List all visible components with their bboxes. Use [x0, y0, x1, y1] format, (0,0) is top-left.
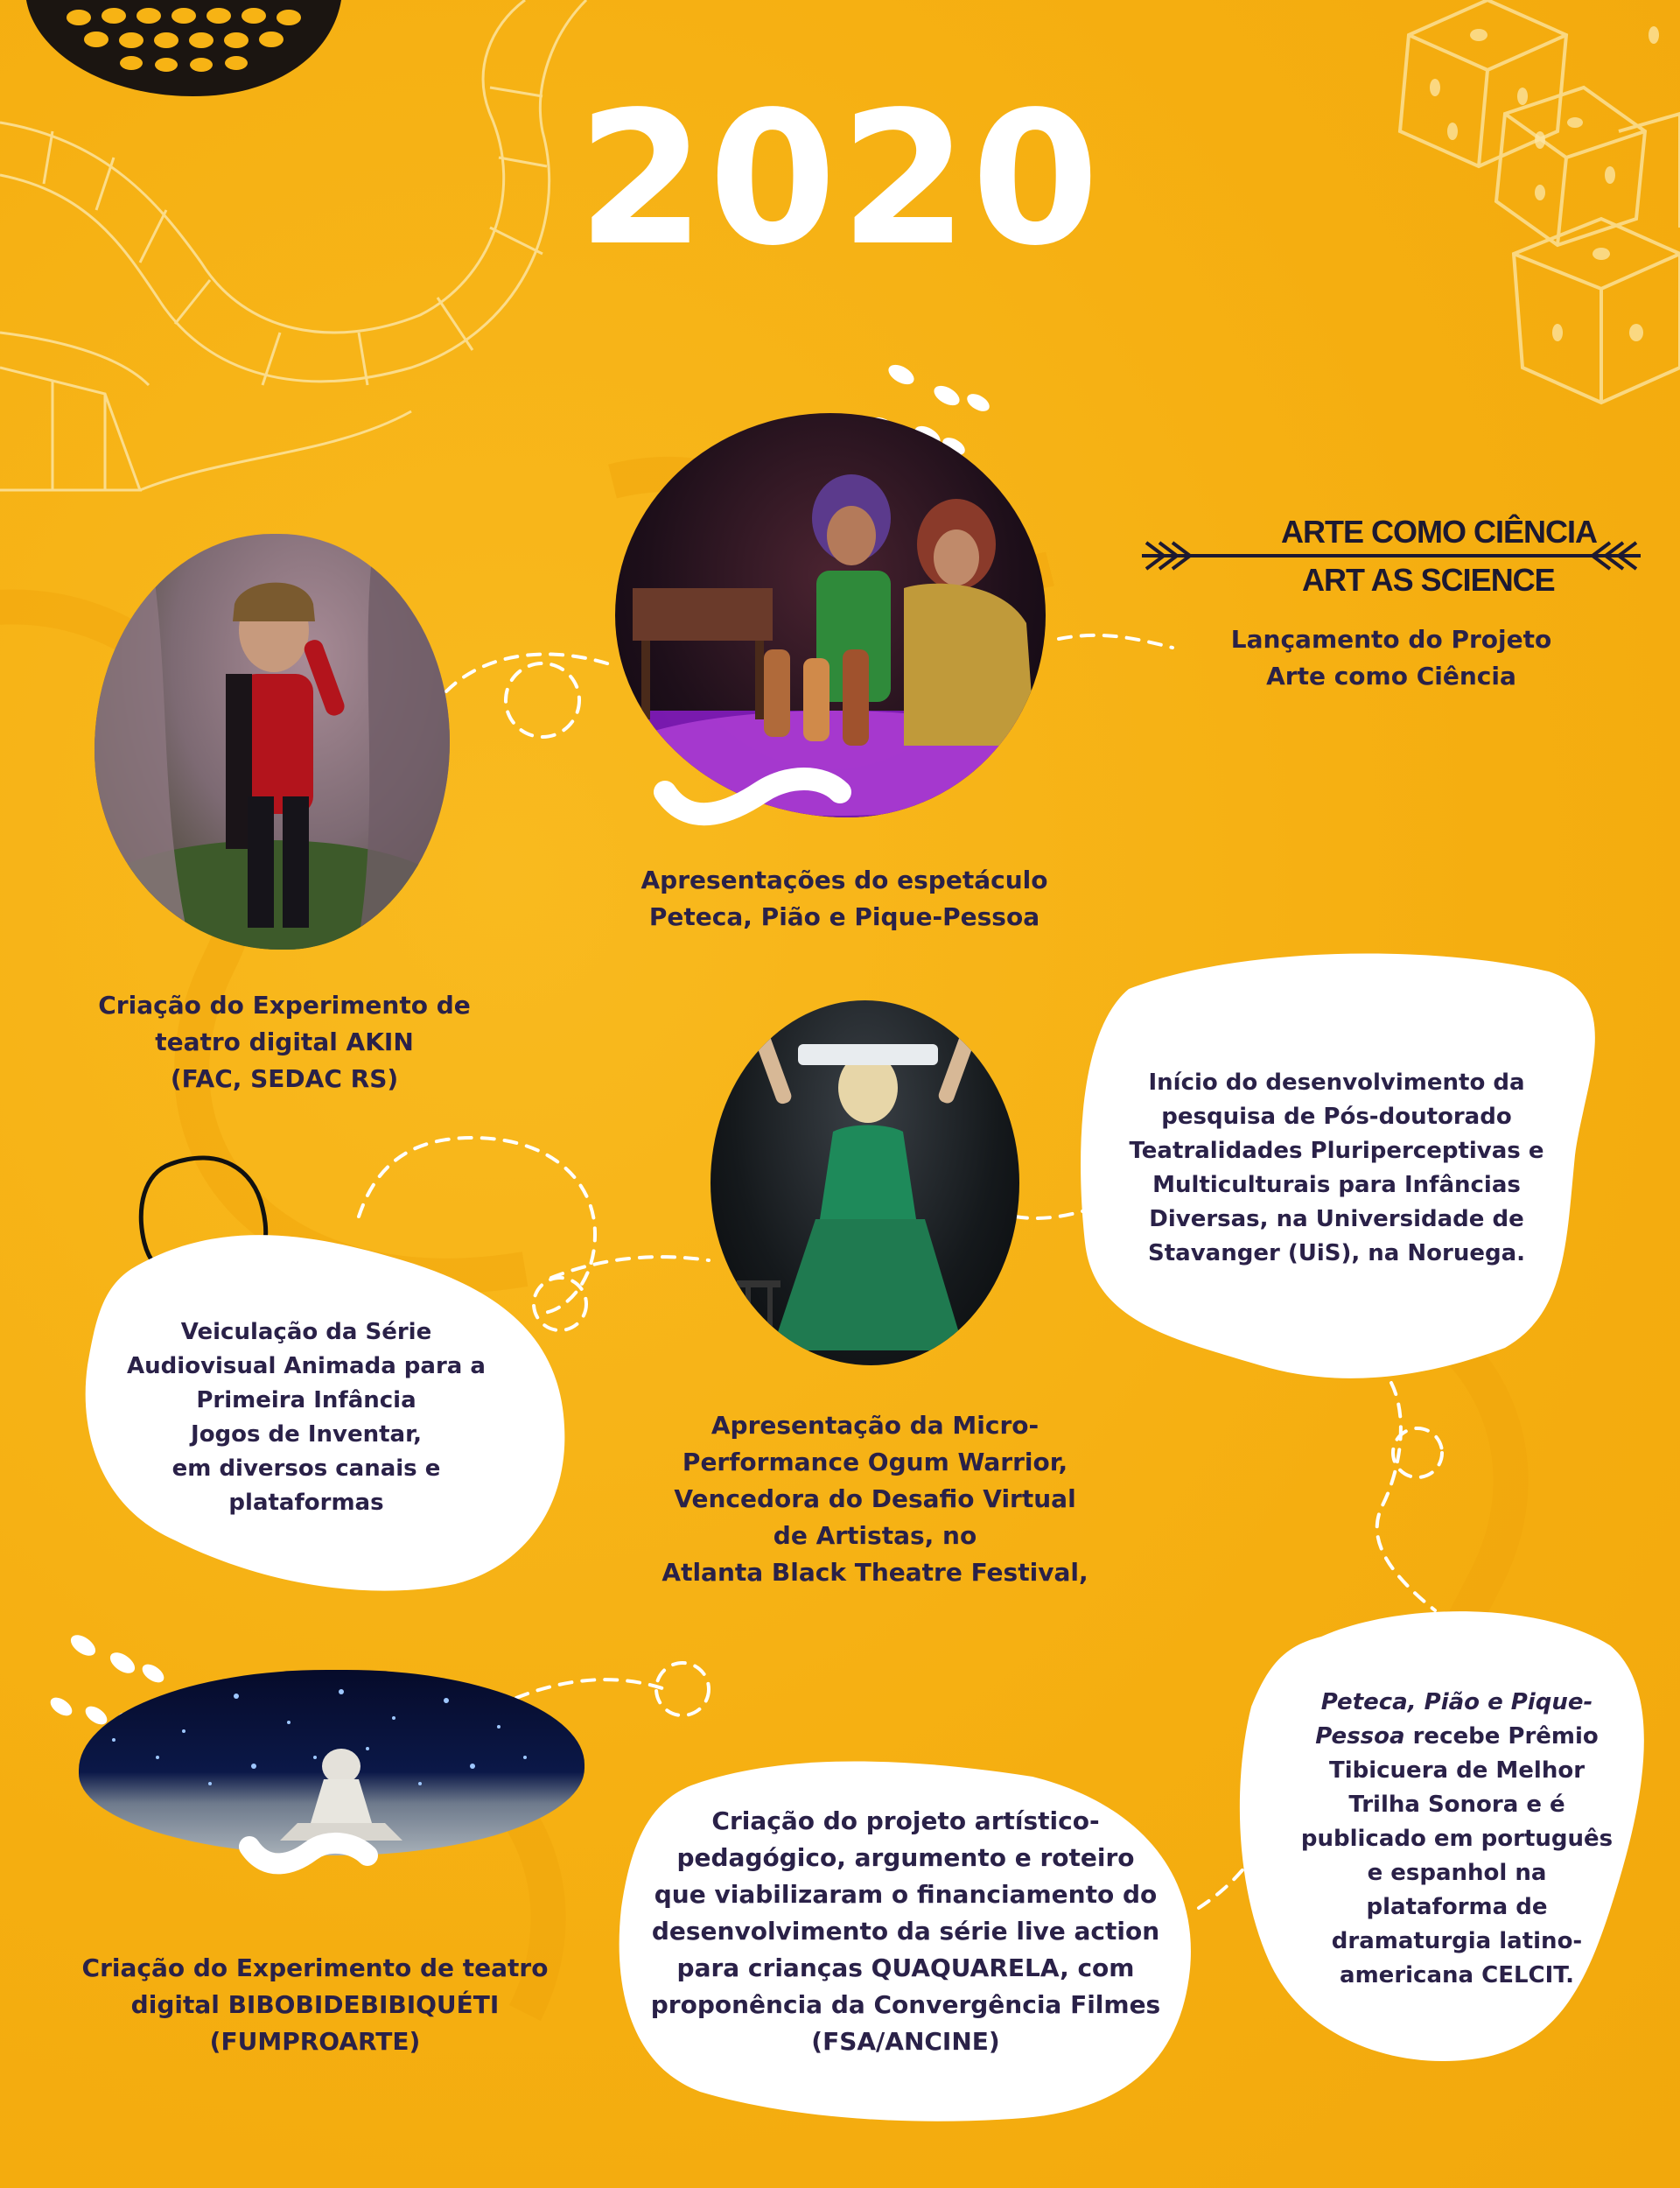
caption-line: digital BIBOBIDEBIBIQUÉTI	[130, 1990, 500, 2019]
caption-line	[1286, 1720, 1628, 1754]
caption-akin	[70, 987, 499, 1098]
caption-line: Diversas, na Universidade de	[1149, 1206, 1524, 1232]
caption-line	[1286, 1686, 1628, 1720]
caption-line: Criação do projeto artístico-	[711, 1806, 1100, 1835]
caption-line: em diversos canais e	[172, 1455, 441, 1482]
caption-peteca-premio	[1286, 1686, 1628, 1993]
caption-line: Início do desenvolvimento da	[1148, 1069, 1525, 1096]
caption-line: Tibicuera de Melhor	[1328, 1757, 1586, 1784]
caption-line: e espanhol na	[1367, 1860, 1547, 1886]
caption-pos-doutorado	[1094, 1066, 1579, 1271]
title-italic: Peteca, Pião e Pique-	[1320, 1689, 1593, 1715]
caption-line: (FAC, SEDAC RS)	[170, 1064, 399, 1093]
caption-line: pesquisa de Pós-doutorado	[1161, 1104, 1512, 1130]
caption-line: Veiculação da Série	[180, 1319, 432, 1345]
caption-line: pedagógico, argumento e roteiro	[676, 1843, 1135, 1872]
caption-line: Peteca, Pião e Pique-Pessoa	[648, 902, 1040, 931]
caption-line: (FUMPROARTE)	[209, 2027, 421, 2056]
caption-line: Trilha Sonora e é	[1348, 1792, 1565, 1818]
caption-line: proponência da Convergência Filmes	[650, 1990, 1161, 2019]
caption-line: plataformas	[228, 1490, 384, 1516]
caption-line: Teatralidades Pluriperceptivas e	[1129, 1138, 1544, 1164]
caption-quaquarela	[643, 1803, 1168, 2060]
caption-line: Criação do Experimento de	[98, 991, 471, 1020]
year-title: 2020	[577, 72, 1103, 286]
title-italic: Pessoa	[1315, 1723, 1405, 1750]
caption-line: Apresentação da Micro-	[710, 1411, 1040, 1440]
caption-ogum-warrior	[648, 1407, 1102, 1591]
caption-line: Criação do Experimento de teatro	[81, 1953, 549, 1982]
caption-line: (FSA/ANCINE)	[811, 2027, 1000, 2056]
caption-line: plataforma de	[1366, 1894, 1548, 1920]
caption-line: Arte como Ciência	[1266, 662, 1516, 691]
caption-line: de Artistas, no	[773, 1521, 977, 1550]
caption-line: Vencedora do Desafio Virtual	[674, 1484, 1076, 1513]
caption-line: desenvolvimento da série live action	[651, 1917, 1160, 1946]
caption-line: Stavanger (UiS), na Noruega.	[1148, 1240, 1525, 1266]
caption-line: para crianças QUAQUARELA, com	[676, 1953, 1135, 1982]
caption-bibobidebibiqueti	[70, 1950, 560, 2060]
caption-line: Audiovisual Animada para a	[127, 1353, 486, 1379]
caption-line: dramaturgia latino-	[1331, 1928, 1583, 1954]
caption-line: Jogos de Inventar,	[191, 1421, 422, 1448]
caption-line: teatro digital AKIN	[155, 1027, 414, 1056]
caption-line: Performance Ogum Warrior,	[682, 1448, 1068, 1476]
caption-arte-como-ciencia	[1199, 621, 1584, 695]
caption-line: Apresentações do espetáculo	[640, 866, 1048, 894]
caption-line: Primeira Infância	[196, 1387, 416, 1413]
caption-line: publicado em português	[1300, 1826, 1614, 1852]
caption-line: que viabilizaram o financiamento do	[654, 1880, 1158, 1909]
caption-peteca-show	[612, 862, 1076, 936]
caption-line: Lançamento do Projeto	[1230, 625, 1552, 654]
arte-como-ciencia-logo	[1138, 516, 1645, 613]
logo-line-2: ART AS SCIENCE	[1302, 562, 1555, 598]
caption-line: Multiculturais para Infâncias	[1152, 1172, 1521, 1198]
caption-text: recebe Prêmio	[1404, 1723, 1599, 1750]
logo-line-1: ARTE COMO CIÊNCIA	[1281, 514, 1597, 550]
caption-line: Atlanta Black Theatre Festival,	[662, 1558, 1088, 1587]
caption-line: americana CELCIT.	[1340, 1962, 1574, 1988]
caption-jogos-de-inventar	[105, 1315, 508, 1520]
